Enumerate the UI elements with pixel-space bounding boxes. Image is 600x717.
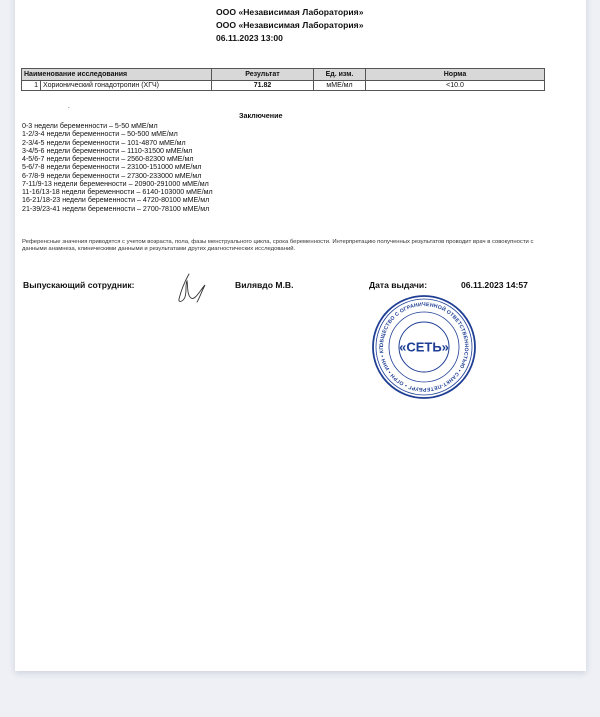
document-page — [15, 0, 586, 671]
customer-value: ООО «Независимая Лаборатория» — [216, 7, 364, 17]
issue-date-value: 06.11.2023 14:57 — [461, 280, 528, 290]
signature-icon — [173, 271, 221, 305]
organization-stamp — [371, 294, 477, 400]
result-value: 71.82 — [212, 81, 314, 91]
stamp-center-text: «СЕТЬ» — [399, 339, 449, 355]
list-item: 4-5/6-7 недели беременности – 2560-82300 мМЕ/мл — [22, 155, 194, 163]
list-item: 2-3/4-5 недели беременности – 101-4870 мМЕ/мл — [22, 138, 186, 147]
list-item: 11-16/13-18 недели беременности – 6140-103000 мМЕ/мл — [22, 188, 213, 196]
list-item: 6-7/8-9 недели беременности – 27300-233000 мМЕ/мл — [22, 171, 202, 180]
employee-label: Выпускающий сотрудник: — [23, 280, 135, 290]
list-item: 5-6/7-8 недели беременности – 23100-151000 мМЕ/мл — [22, 163, 202, 172]
employee-name: Вилявдо М.В. — [235, 280, 294, 290]
sample-datetime-value: 06.11.2023 13:00 — [216, 33, 283, 43]
list-item: 1-2/3-4 недели беременности – 50-500 мМЕ/мл — [22, 130, 178, 139]
test-name-cell — [22, 81, 212, 91]
test-name: Хорионический гонадотропин (ХГЧ) — [43, 82, 159, 89]
unit-value: мМЕ/мл — [314, 81, 366, 91]
list-item: 0-3 недели беременности – 5-50 мМЕ/мл — [22, 122, 158, 130]
list-item: 21-39/23-41 недели беременности – 2700-78100 мМЕ/мл — [22, 204, 210, 213]
col-header-unit: Ед. изм. — [314, 69, 366, 81]
reference-note: Референсные значения приводятся с учетом возраста, пола, фазы менструального цикла, срока беременности. Интерпретацию полученных результатов проводит врач в совокупности с данными анамнеза, клиническими данными и результатами других диагностических исследований. — [22, 239, 534, 253]
list-item: 3-4/5-6 недели беременности – 1110-31500 мМЕ/мл — [22, 146, 193, 155]
norm-value: <10.0 — [366, 81, 545, 91]
row-number: 1 — [24, 81, 41, 90]
reference-list — [22, 122, 213, 213]
issue-date-label: Дата выдачи: — [369, 280, 428, 290]
stray-dot: . — [68, 104, 70, 110]
list-item: 16-21/18-23 недели беременности – 4720-80100 мМЕ/мл — [22, 196, 210, 205]
table-row — [22, 81, 545, 91]
col-header-test: Наименование исследования — [22, 69, 212, 81]
conclusion-title: Заключение — [239, 111, 283, 120]
col-header-norm: Норма — [366, 69, 545, 81]
sample-place-value: ООО «Независимая Лаборатория» — [216, 20, 364, 30]
results-table — [21, 68, 545, 91]
stamp-ring-text: ОБЩЕСТВО С ОГРАНИЧЕННОЙ ОТВЕТСТВЕННОСТЬЮ • САНКТ-ПЕТЕРБУРГ • ОГРН • ИНН • КП — [378, 301, 470, 393]
list-item: 7-11/9-13 недели беременности – 20900-291000 мМЕ/мл — [22, 179, 209, 188]
results-header-row — [22, 69, 545, 81]
col-header-result: Результат — [212, 69, 314, 81]
